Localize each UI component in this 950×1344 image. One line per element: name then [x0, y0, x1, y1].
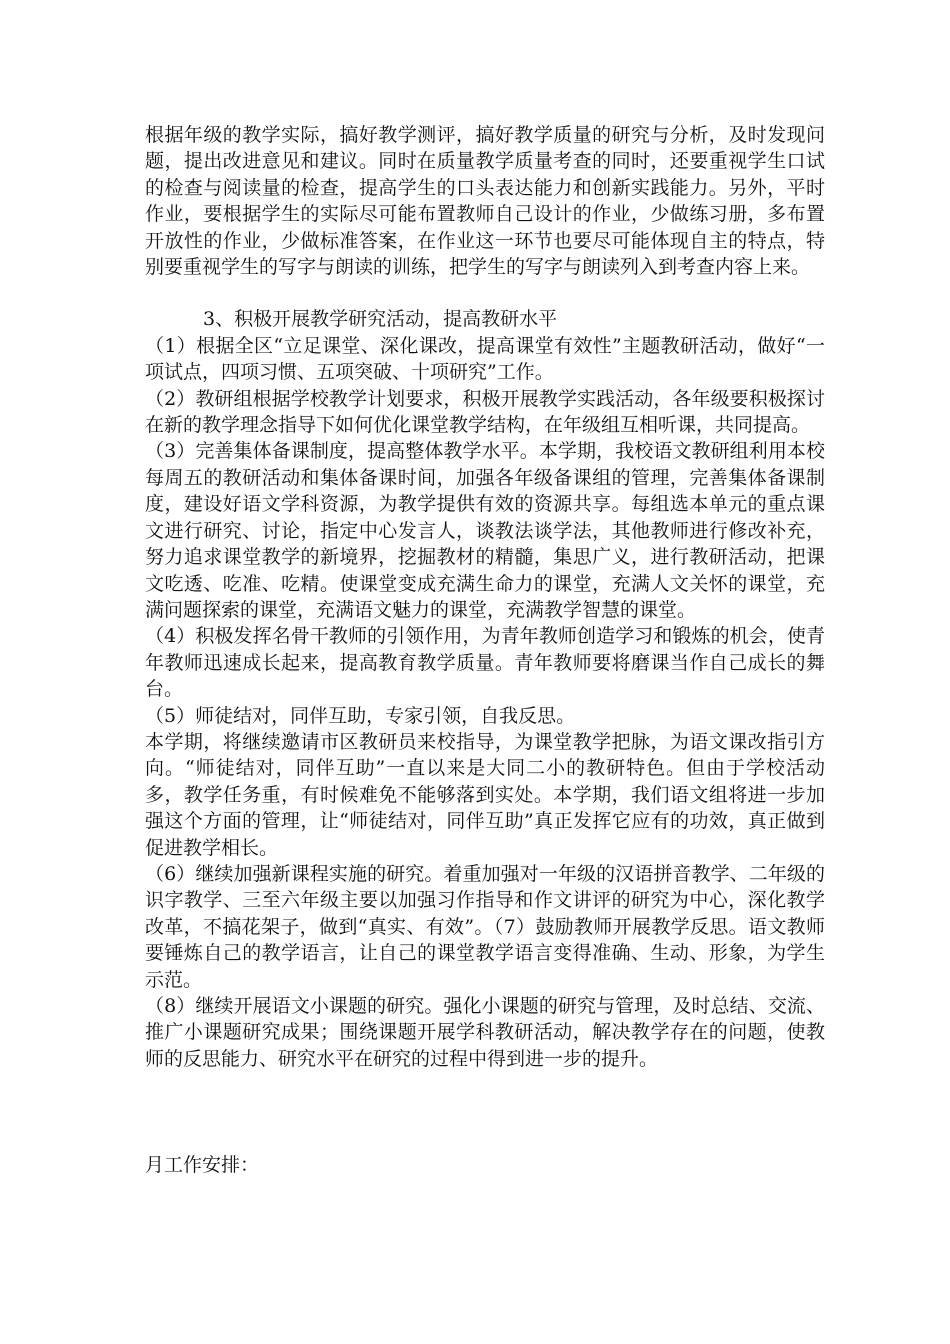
- item-4-paragraph: （4）积极发挥名骨干教师的引领作用，为青年教师创造学习和锻炼的机会，使青年教师迅速成长起来，提高教育教学质量。青年教师要将磨课当作自己成长的舞台。: [145, 625, 825, 701]
- month-schedule-heading: 月工作安排：: [145, 1154, 260, 1177]
- item-6-7-paragraph: （6）继续加强新课程实施的研究。着重加强对一年级的汉语拼音教学、二年级的识字教学、三至六年级主要以加强习作指导和作文讲评的研究为中心，深化教学改革，不搞花架子，做到“真实、有效”。（7）鼓励教师开展教学反思。语文教师要锤炼自己的教学语言，让自己的课堂教学语言变得准确、生动、形象，为学生示范。: [145, 862, 825, 991]
- document-page: [145, 122, 825, 1179]
- section-heading: 3、积极开展教学研究活动，提高教研水平: [203, 308, 558, 331]
- item-3-paragraph: （3）完善集体备课制度，提高整体教学水平。本学期，我校语文教研组利用本校每周五的教研活动和集体备课时间，加强各年级备课组的管理，完善集体备课制度，建设好语文学科资源，为教学提供有效的资源共享。每组选本单元的重点课文进行研究、讨论，指定中心发言人，谈教法谈学法，其他教师进行修改补充，努力追求课堂教学的新境界，挖掘教材的精髓，集思广义，进行教研活动，把课文吃透、吃准、吃精。使课堂变成充满生命力的课堂，充满人文关怀的课堂，充满问题探索的课堂，充满语文魅力的课堂，充满教学智慧的课堂。: [145, 440, 825, 621]
- spacer: [145, 1072, 825, 1152]
- item-5-paragraph: （5）师徒结对，同伴互助，专家引领，自我反思。: [145, 704, 576, 727]
- item-8-paragraph: （8）继续开展语文小课题的研究。强化小课题的研究与管理，及时总结、交流、推广小课题研究成果；围绕课题开展学科教研活动，解决教学存在的问题，使教师的反思能力、研究水平在研究的过程中得到进一步的提升。: [145, 995, 825, 1070]
- intro-paragraph: 根据年级的教学实际，搞好教学测评，搞好教学质量的研究与分析，及时发现问题，提出改进意见和建议。同时在质量教学质量考查的同时，还要重视学生口试的检查与阅读量的检查，提高学生的口头表达能力和创新实践能力。另外，平时作业，要根据学生的实际尽可能布置教师自己设计的作业，少做练习册，多布置开放性的作业，少做标准答案，在作业这一环节也要尽可能体现自主的特点，特别要重视学生的写字与朗读的训练，把学生的写字与朗读列入到考查内容上来。: [145, 124, 825, 279]
- item-2-paragraph: （2）教研组根据学校教学计划要求，积极开展教学实践活动，各年级要积极探讨在新的教学理念指导下如何优化课堂教学结构，在年级组互相听课，共同提高。: [145, 387, 825, 437]
- item-1-paragraph: （1）根据全区“立足课堂、深化课改，提高课堂有效性”主题教研活动，做好“一项试点，四项习惯、五项突破、十项研究”工作。: [145, 334, 825, 384]
- item-5-detail-paragraph: 本学期，将继续邀请市区教研员来校指导，为课堂教学把脉，为语文课改指引方向。“师徒结对，同伴互助”一直以来是大同二小的教研特色。但由于学校活动多，教学任务重，有时候难免不能够落到实处。本学期，我们语文组将进一步加强这个方面的管理，让“师徒结对，同伴互助”真正发挥它应有的功效，真正做到促进教学相长。: [145, 730, 825, 859]
